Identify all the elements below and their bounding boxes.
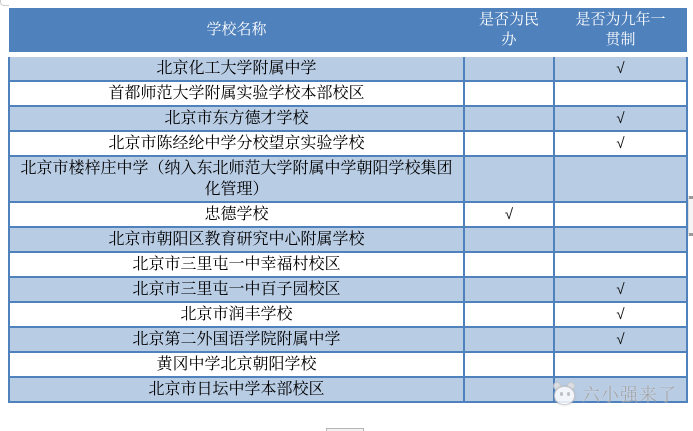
private-check-cell [464,377,554,402]
watermark [552,381,677,407]
table-row [9,352,687,377]
corner-artifact [0,0,9,6]
header-row [9,8,687,55]
nine-year-check-cell: √ [554,55,687,82]
table-row [9,81,687,106]
nine-year-check-cell: √ [554,277,687,302]
private-check-cell [464,252,554,277]
private-check-cell [464,156,554,202]
table-row [9,106,687,131]
private-check-cell [464,352,554,377]
col-header-private [464,8,554,55]
table-row [9,252,687,277]
col-header-school-name [9,8,464,55]
col-header-private-label: 是否为民办 [478,11,539,48]
private-check-cell [464,131,554,156]
table-body [9,55,687,403]
school-name-cell: 北京化工大学附属中学 [9,55,464,82]
table-row [9,202,687,227]
school-name-cell: 首都师范大学附属实验学校本部校区 [9,81,464,106]
panda-face-icon [552,381,578,407]
col-header-nine-year [554,8,687,55]
private-check-cell [464,227,554,252]
school-name-cell: 北京市日坛中学本部校区 [9,377,464,402]
school-table [8,8,688,403]
private-check-cell [464,327,554,352]
nine-year-check-cell: √ [554,327,687,352]
vertical-scrollbar[interactable] [688,196,693,236]
table-row [9,327,687,352]
col-header-nine-year-label: 是否为九年一贯制 [575,11,666,48]
nine-year-check-cell: √ [554,302,687,327]
private-check-cell [464,302,554,327]
school-name-cell: 北京市三里屯一中幸福村校区 [9,252,464,277]
private-check-cell [464,277,554,302]
col-header-school-name-label: 学校名称 [206,21,267,38]
school-name-cell: 北京市楼梓庄中学（纳入东北师范大学附属中学朝阳学校集团化管理） [9,156,464,202]
nine-year-check-cell: √ [554,106,687,131]
table-row [9,227,687,252]
watermark-text: 六小强来了 [582,385,677,405]
school-name-cell: 黄冈中学北京朝阳学校 [9,352,464,377]
private-check-cell [464,55,554,82]
school-name-cell: 北京市朝阳区教育研究中心附属学校 [9,227,464,252]
table-row [9,156,687,202]
nine-year-check-cell [554,352,687,377]
school-name-cell: 北京市润丰学校 [9,302,464,327]
school-name-cell: 忠德学校 [9,202,464,227]
nine-year-check-cell: √ [554,131,687,156]
nine-year-check-cell [554,252,687,277]
school-name-cell: 北京第二外国语学院附属中学 [9,327,464,352]
table-row [9,302,687,327]
school-name-cell: 北京市三里屯一中百子园校区 [9,277,464,302]
private-check-cell: √ [464,202,554,227]
nine-year-check-cell [554,202,687,227]
table-row [9,277,687,302]
private-check-cell [464,81,554,106]
nine-year-check-cell [554,81,687,106]
nine-year-check-cell [554,156,687,202]
private-check-cell [464,106,554,131]
nine-year-check-cell [554,227,687,252]
school-name-cell: 北京市东方德才学校 [9,106,464,131]
table-row [9,55,687,82]
school-name-cell: 北京市陈经纶中学分校望京实验学校 [9,131,464,156]
table-row [9,131,687,156]
